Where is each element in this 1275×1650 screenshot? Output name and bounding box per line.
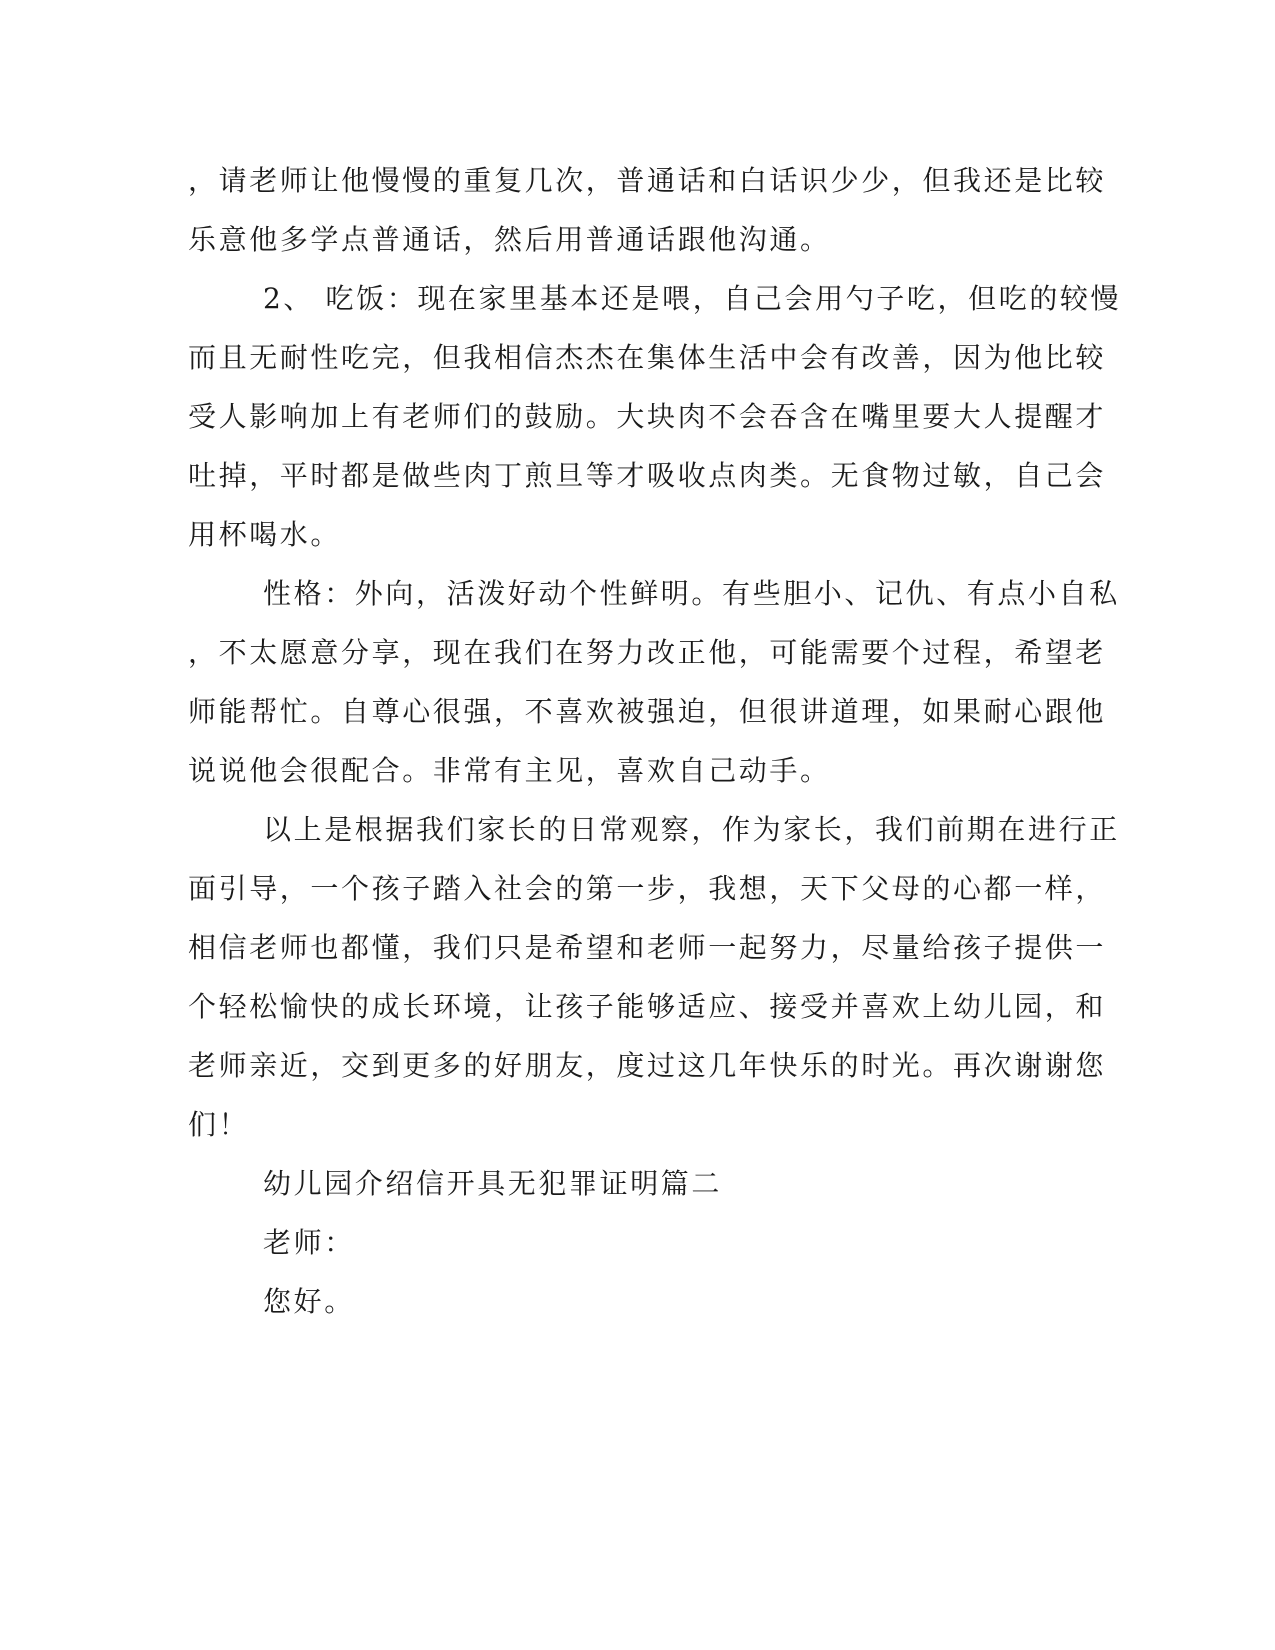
- greeting: 您好。: [263, 1285, 355, 1318]
- section-heading: 幼儿园介绍信开具无犯罪证明篇二: [263, 1167, 723, 1200]
- text-line: 面引导，一个孩子踏入社会的第一步，我想，天下父母的心都一样，: [188, 872, 1107, 905]
- text-line: 个轻松愉快的成长环境，让孩子能够适应、接受并喜欢上幼儿园，和: [188, 990, 1107, 1023]
- text-line: 乐意他多学点普通话，然后用普通话跟他沟通。: [188, 223, 831, 256]
- text-line: 吐掉，平时都是做些肉丁煎旦等才吸收点肉类。无食物过敏，自己会: [188, 459, 1107, 492]
- text-line: 师能帮忙。自尊心很强，不喜欢被强迫，但很讲道理，如果耐心跟他: [188, 695, 1107, 728]
- text-line: 们！: [188, 1108, 250, 1141]
- salutation: 老师：: [263, 1226, 355, 1259]
- text-line: ，不太愿意分享，现在我们在努力改正他，可能需要个过程，希望老: [188, 636, 1107, 669]
- text-line: 性格：外向，活泼好动个性鲜明。有些胆小、记仇、有点小自私: [263, 577, 1120, 610]
- text-line: 而且无耐性吃完，但我相信杰杰在集体生活中会有改善，因为他比较: [188, 341, 1107, 374]
- text-line: 受人影响加上有老师们的鼓励。大块肉不会吞含在嘴里要大人提醒才: [188, 400, 1107, 433]
- text-line: 以上是根据我们家长的日常观察，作为家长，我们前期在进行正: [263, 813, 1120, 846]
- text-line: 相信老师也都懂，我们只是希望和老师一起努力，尽量给孩子提供一: [188, 931, 1107, 964]
- text-line: 2、 吃饭：现在家里基本还是喂，自己会用勺子吃，但吃的较慢: [263, 282, 1122, 315]
- text-line: 用杯喝水。: [188, 518, 342, 551]
- text-line: ，请老师让他慢慢的重复几次，普通话和白话识少少，但我还是比较: [188, 164, 1107, 197]
- text-line: 说说他会很配合。非常有主见，喜欢自己动手。: [188, 754, 831, 787]
- text-line: 老师亲近，交到更多的好朋友，度过这几年快乐的时光。再次谢谢您: [188, 1049, 1107, 1082]
